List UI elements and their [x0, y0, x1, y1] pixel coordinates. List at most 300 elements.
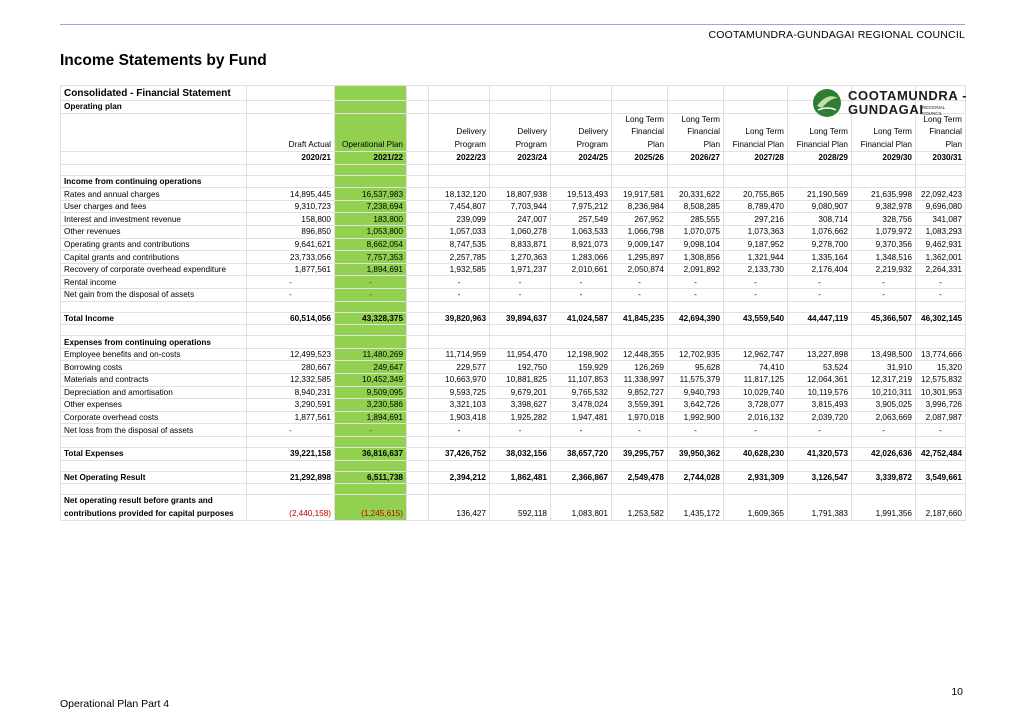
value-cell: 95,628	[668, 361, 724, 374]
value-cell: 1,083,293	[916, 226, 966, 239]
value-cell: 21,190,569	[788, 188, 852, 201]
value-cell: 1,057,033	[429, 226, 490, 239]
year-header: 2024/25	[551, 152, 612, 165]
value-cell: 22,092,423	[916, 188, 966, 201]
header-rule	[60, 24, 965, 25]
total-expenses-row	[61, 447, 966, 460]
value-cell: 12,317,219	[852, 374, 916, 387]
empty-cell	[551, 86, 612, 101]
year-header: 2030/31	[916, 152, 966, 165]
value-cell: -	[788, 289, 852, 302]
value-cell: 2,133,730	[724, 263, 788, 276]
year-header: 2025/26	[612, 152, 668, 165]
blank-label	[61, 436, 247, 447]
value-cell: 7,975,212	[551, 200, 612, 213]
empty-cell	[429, 164, 490, 175]
value-cell: 1,066,798	[612, 226, 668, 239]
spacer-cell	[407, 113, 429, 152]
council-logo	[808, 86, 968, 120]
expense-row	[61, 424, 966, 437]
header-blank	[61, 113, 247, 152]
value-cell: 3,290,591	[247, 399, 335, 412]
empty-cell	[551, 101, 612, 114]
value-cell: 158,800	[247, 213, 335, 226]
expense-row	[61, 361, 966, 374]
empty-cell	[551, 460, 612, 471]
value-cell: 8,662,054	[335, 238, 407, 251]
value-cell: 1,335,164	[788, 251, 852, 264]
year-header: 2023/24	[490, 152, 551, 165]
value-cell: 38,032,156	[490, 447, 551, 460]
empty-cell	[551, 175, 612, 188]
value-cell: 3,905,025	[852, 399, 916, 412]
empty-cell	[788, 436, 852, 447]
value-cell: 7,238,694	[335, 200, 407, 213]
value-cell: 19,513,493	[551, 188, 612, 201]
empty-cell	[612, 484, 668, 495]
value-cell: 9,641,621	[247, 238, 335, 251]
empty-cell	[247, 336, 335, 349]
value-cell: -	[429, 289, 490, 302]
value-cell: 3,815,493	[788, 399, 852, 412]
value-cell: 2,091,892	[668, 263, 724, 276]
logo-sub2: COUNCIL	[922, 111, 943, 116]
value-cell: 60,514,056	[247, 312, 335, 325]
spacer-cell	[407, 226, 429, 239]
empty-cell	[916, 336, 966, 349]
value-cell: 12,064,361	[788, 374, 852, 387]
value-cell: 10,663,970	[429, 374, 490, 387]
footer-label: Operational Plan Part 4	[60, 698, 170, 710]
value-cell: 39,221,158	[247, 447, 335, 460]
value-cell: 9,940,793	[668, 386, 724, 399]
expense-row	[61, 348, 966, 361]
empty-cell	[551, 336, 612, 349]
blank-row	[61, 484, 966, 495]
empty-cell	[429, 101, 490, 114]
empty-cell	[490, 301, 551, 312]
value-cell: 37,426,752	[429, 447, 490, 460]
value-cell: 1,070,075	[668, 226, 724, 239]
value-cell: 1,877,561	[247, 263, 335, 276]
empty-cell	[852, 301, 916, 312]
value-cell: -	[788, 424, 852, 437]
value-cell: 8,789,470	[724, 200, 788, 213]
expense-heading-label: Expenses from continuing operations	[61, 336, 247, 349]
spacer-cell	[407, 495, 429, 521]
empty-cell	[247, 175, 335, 188]
value-cell: 15,320	[916, 361, 966, 374]
value-cell: 13,774,666	[916, 348, 966, 361]
income-row	[61, 289, 966, 302]
value-cell: 9,009,147	[612, 238, 668, 251]
financial-statement-table	[60, 85, 966, 521]
value-cell: 41,024,587	[551, 312, 612, 325]
empty-cell	[724, 460, 788, 471]
value-cell: -	[429, 276, 490, 289]
empty-cell	[852, 325, 916, 336]
value-cell: 229,577	[429, 361, 490, 374]
spacer-cell	[407, 361, 429, 374]
income-row	[61, 188, 966, 201]
value-cell: 2,549,478	[612, 471, 668, 484]
value-cell: 10,301,953	[916, 386, 966, 399]
empty-cell	[490, 164, 551, 175]
income-row	[61, 251, 966, 264]
year-header: 2028/29	[788, 152, 852, 165]
value-cell: 1,308,856	[668, 251, 724, 264]
empty-cell	[916, 164, 966, 175]
income-row-label: Rental income	[61, 276, 247, 289]
value-cell: 1,971,237	[490, 263, 551, 276]
empty-cell	[788, 336, 852, 349]
empty-cell	[668, 301, 724, 312]
income-row-label: User charges and fees	[61, 200, 247, 213]
value-cell: 896,850	[247, 226, 335, 239]
value-cell: -	[490, 424, 551, 437]
value-cell: 7,454,807	[429, 200, 490, 213]
value-cell: 1,894,691	[335, 411, 407, 424]
empty-cell	[852, 484, 916, 495]
value-cell: -	[724, 424, 788, 437]
value-cell: 1,321,944	[724, 251, 788, 264]
value-cell: 2,366,867	[551, 471, 612, 484]
empty-cell	[247, 460, 335, 471]
value-cell: -	[551, 424, 612, 437]
value-cell: 6,511,738	[335, 471, 407, 484]
value-cell: 1,925,282	[490, 411, 551, 424]
value-cell: 2,016,132	[724, 411, 788, 424]
empty-cell	[490, 325, 551, 336]
value-cell: 3,728,077	[724, 399, 788, 412]
value-cell: 239,099	[429, 213, 490, 226]
income-heading-row	[61, 175, 966, 188]
year-header: 2022/23	[429, 152, 490, 165]
expense-row-label: Depreciation and amortisation	[61, 386, 247, 399]
value-cell: 1,903,418	[429, 411, 490, 424]
value-cell: 192,750	[490, 361, 551, 374]
value-cell: 8,236,984	[612, 200, 668, 213]
expense-row-label: Borrowing costs	[61, 361, 247, 374]
spacer-cell	[407, 399, 429, 412]
value-cell: 1,283,066	[551, 251, 612, 264]
empty-cell	[612, 336, 668, 349]
value-cell: 1,894,691	[335, 263, 407, 276]
empty-cell	[407, 86, 429, 101]
expense-heading-row	[61, 336, 966, 349]
value-cell: 12,332,585	[247, 374, 335, 387]
income-row	[61, 200, 966, 213]
value-cell: 9,370,356	[852, 238, 916, 251]
value-cell: 1,053,800	[335, 226, 407, 239]
empty-cell	[335, 436, 407, 447]
value-cell: 20,755,865	[724, 188, 788, 201]
value-cell: 1,073,363	[724, 226, 788, 239]
value-cell: 36,816,637	[335, 447, 407, 460]
value-cell: 1,083,801	[551, 495, 612, 521]
value-cell: 10,119,576	[788, 386, 852, 399]
empty-cell	[335, 484, 407, 495]
value-cell: 8,508,285	[668, 200, 724, 213]
net-before-grants-label-line1: Net operating result before grants and	[64, 496, 213, 506]
logo-sub1: REGIONAL	[922, 105, 946, 110]
column-header: Long Term Financial Plan	[668, 113, 724, 152]
empty-cell	[429, 460, 490, 471]
value-cell: 14,895,445	[247, 188, 335, 201]
value-cell: 2,176,404	[788, 263, 852, 276]
empty-cell	[612, 101, 668, 114]
empty-cell	[490, 460, 551, 471]
empty-cell	[247, 301, 335, 312]
empty-cell	[852, 436, 916, 447]
value-cell: 328,756	[852, 213, 916, 226]
value-cell: 10,452,349	[335, 374, 407, 387]
value-cell: 2,050,874	[612, 263, 668, 276]
spacer-cell	[407, 200, 429, 213]
empty-cell	[668, 101, 724, 114]
value-cell: 46,302,145	[916, 312, 966, 325]
value-cell: -	[668, 276, 724, 289]
value-cell: 1,079,972	[852, 226, 916, 239]
empty-cell	[551, 164, 612, 175]
empty-cell	[852, 164, 916, 175]
total-expenses-label: Total Expenses	[61, 447, 247, 460]
empty-cell	[429, 325, 490, 336]
value-cell: 44,447,119	[788, 312, 852, 325]
value-cell: 8,921,073	[551, 238, 612, 251]
income-row-label: Recovery of corporate overhead expenditure	[61, 263, 247, 276]
value-cell: -	[490, 276, 551, 289]
column-header: Long Term Financial Plan	[724, 113, 788, 152]
value-cell: -	[551, 289, 612, 302]
empty-cell	[247, 436, 335, 447]
blank-label	[61, 301, 247, 312]
expense-row	[61, 399, 966, 412]
empty-cell	[429, 86, 490, 101]
year-header-row	[61, 152, 966, 165]
income-heading-label: Income from continuing operations	[61, 175, 247, 188]
empty-cell	[612, 325, 668, 336]
value-cell: 74,410	[724, 361, 788, 374]
value-cell: 3,321,103	[429, 399, 490, 412]
empty-cell	[551, 325, 612, 336]
value-cell: 1,947,481	[551, 411, 612, 424]
expense-row	[61, 386, 966, 399]
empty-cell	[429, 436, 490, 447]
empty-cell	[335, 101, 407, 114]
income-row	[61, 276, 966, 289]
value-cell: 11,480,269	[335, 348, 407, 361]
spacer-cell	[407, 263, 429, 276]
empty-cell	[788, 460, 852, 471]
column-header: Delivery Program	[551, 113, 612, 152]
empty-cell	[551, 484, 612, 495]
value-cell: 9,593,725	[429, 386, 490, 399]
expense-row-label: Corporate overhead costs	[61, 411, 247, 424]
logo-line1: COOTAMUNDRA -	[848, 88, 968, 103]
empty-cell	[916, 484, 966, 495]
income-row-label: Interest and investment revenue	[61, 213, 247, 226]
empty-cell	[916, 301, 966, 312]
value-cell: 11,817,125	[724, 374, 788, 387]
value-cell: 53,524	[788, 361, 852, 374]
value-cell: 31,910	[852, 361, 916, 374]
blank-row	[61, 325, 966, 336]
value-cell: 39,820,963	[429, 312, 490, 325]
value-cell: 42,026,636	[852, 447, 916, 460]
value-cell: 23,733,056	[247, 251, 335, 264]
empty-cell	[668, 175, 724, 188]
page-title: Income Statements by Fund	[60, 52, 267, 69]
income-row-label: Net gain from the disposal of assets	[61, 289, 247, 302]
value-cell: -	[551, 276, 612, 289]
column-header: Operational Plan	[335, 113, 407, 152]
spacer-cell	[407, 460, 429, 471]
spacer-cell	[407, 386, 429, 399]
value-cell: 8,833,871	[490, 238, 551, 251]
value-cell: 10,881,825	[490, 374, 551, 387]
value-cell: 20,331,622	[668, 188, 724, 201]
value-cell: 42,694,390	[668, 312, 724, 325]
total-income-label: Total Income	[61, 312, 247, 325]
empty-cell	[429, 175, 490, 188]
value-cell: 247,007	[490, 213, 551, 226]
value-cell: 11,107,853	[551, 374, 612, 387]
empty-cell	[335, 460, 407, 471]
net-before-grants-label-line2: contributions provided for capital purposes	[64, 508, 234, 518]
empty-cell	[335, 336, 407, 349]
empty-cell	[612, 175, 668, 188]
income-row	[61, 238, 966, 251]
value-cell: 1,992,900	[668, 411, 724, 424]
value-cell: 9,696,080	[916, 200, 966, 213]
value-cell: 1,076,662	[788, 226, 852, 239]
empty-cell	[490, 175, 551, 188]
value-cell: 1,791,383	[788, 495, 852, 521]
spacer-cell	[407, 484, 429, 495]
empty-cell	[429, 484, 490, 495]
value-cell: 11,954,470	[490, 348, 551, 361]
spacer-cell	[407, 312, 429, 325]
empty-cell	[788, 325, 852, 336]
empty-cell	[724, 101, 788, 114]
value-cell: 3,549,661	[916, 471, 966, 484]
value-cell: 3,398,627	[490, 399, 551, 412]
value-cell: 1,970,018	[612, 411, 668, 424]
spacer-cell	[407, 424, 429, 437]
empty-cell	[788, 484, 852, 495]
value-cell: 9,679,201	[490, 386, 551, 399]
empty-cell	[490, 336, 551, 349]
value-cell: 1,609,365	[724, 495, 788, 521]
value-cell: 9,278,700	[788, 238, 852, 251]
value-cell: 9,187,952	[724, 238, 788, 251]
value-cell: 9,852,727	[612, 386, 668, 399]
value-cell: 2,063,669	[852, 411, 916, 424]
value-cell: -	[724, 289, 788, 302]
value-cell: -	[247, 276, 335, 289]
empty-cell	[551, 301, 612, 312]
empty-cell	[916, 436, 966, 447]
empty-cell	[788, 175, 852, 188]
empty-cell	[668, 436, 724, 447]
column-header: Long Term Financial Plan	[788, 113, 852, 152]
value-cell: 2,394,212	[429, 471, 490, 484]
value-cell: 43,328,375	[335, 312, 407, 325]
spacer-cell	[407, 348, 429, 361]
empty-cell	[668, 86, 724, 101]
expense-row	[61, 374, 966, 387]
value-cell: 39,295,757	[612, 447, 668, 460]
value-cell: 3,996,726	[916, 399, 966, 412]
value-cell: -	[788, 276, 852, 289]
value-cell: 12,702,935	[668, 348, 724, 361]
empty-cell	[490, 484, 551, 495]
empty-cell	[335, 164, 407, 175]
year-header: 2020/21	[247, 152, 335, 165]
header-blank	[61, 152, 247, 165]
empty-cell	[335, 301, 407, 312]
spacer-cell	[407, 175, 429, 188]
empty-cell	[247, 164, 335, 175]
value-cell: 8,747,535	[429, 238, 490, 251]
income-row-label: Capital grants and contributions	[61, 251, 247, 264]
value-cell: 1,862,481	[490, 471, 551, 484]
value-cell: 285,555	[668, 213, 724, 226]
value-cell: -	[429, 424, 490, 437]
value-cell: 10,029,740	[724, 386, 788, 399]
value-cell: 2,010,661	[551, 263, 612, 276]
value-cell: 1,060,278	[490, 226, 551, 239]
value-cell: 43,559,540	[724, 312, 788, 325]
value-cell: 18,132,120	[429, 188, 490, 201]
value-cell: 1,270,363	[490, 251, 551, 264]
value-cell: 19,917,581	[612, 188, 668, 201]
empty-cell	[247, 86, 335, 101]
empty-cell	[852, 336, 916, 349]
empty-cell	[724, 86, 788, 101]
spacer-cell	[407, 411, 429, 424]
value-cell: -	[612, 424, 668, 437]
empty-cell	[612, 164, 668, 175]
empty-cell	[490, 86, 551, 101]
value-cell: 9,462,931	[916, 238, 966, 251]
value-cell: -	[916, 289, 966, 302]
statement-title: Consolidated - Financial Statement	[61, 86, 247, 101]
value-cell: 13,227,898	[788, 348, 852, 361]
value-cell: -	[490, 289, 551, 302]
year-header: 2029/30	[852, 152, 916, 165]
value-cell: 21,292,898	[247, 471, 335, 484]
spacer-cell	[407, 471, 429, 484]
net-operating-row	[61, 471, 966, 484]
value-cell: 2,257,785	[429, 251, 490, 264]
value-cell: -	[852, 276, 916, 289]
total-income-row	[61, 312, 966, 325]
value-cell: 41,320,573	[788, 447, 852, 460]
value-cell: 40,628,230	[724, 447, 788, 460]
value-cell: 7,757,353	[335, 251, 407, 264]
value-cell: 9,310,723	[247, 200, 335, 213]
empty-cell	[335, 86, 407, 101]
value-cell: 3,126,547	[788, 471, 852, 484]
empty-cell	[335, 175, 407, 188]
spacer-cell	[407, 289, 429, 302]
empty-cell	[247, 484, 335, 495]
value-cell: 3,230,586	[335, 399, 407, 412]
blank-label	[61, 325, 247, 336]
net-operating-label: Net Operating Result	[61, 471, 247, 484]
